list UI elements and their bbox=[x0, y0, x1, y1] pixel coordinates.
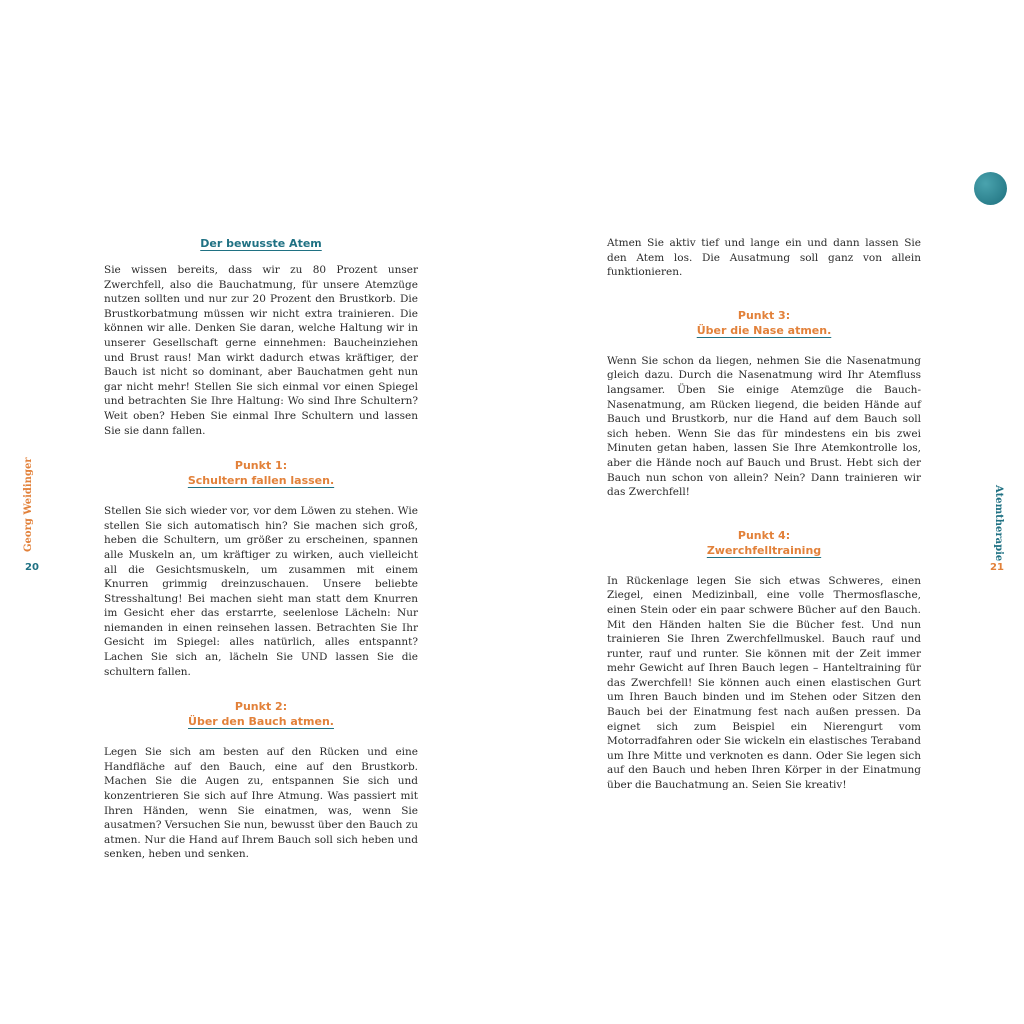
punkt-1-paragraph: Stellen Sie sich wieder vor, vor dem Löwen zu stehen. Wie stellen Sie sich automatisch hin? Sie machen sich groß, heben die Schultern, um größer zu erscheinen, spannen alle Muskeln an, um kräftiger zu wirken, auch vielleicht all die Gesichtsmuskeln, um zusammen mit einem Knurren grimmig dreinzuschauen. Unsere beliebte Stresshaltung! Bei machen sieht man statt dem Knurren im Gesicht eher das erstarrte, seelenlose Lächeln: Nur niemanden in einen reinsehen lassen. Betrachten Sie Ihr Gesicht im Spiegel: alles natürlich, alles entspannt? Lachen Sie sich an, lächeln Sie UND lassen Sie die schultern fallen. bbox=[104, 505, 418, 678]
decorative-circle bbox=[974, 172, 1007, 205]
punkt-3-paragraph: Wenn Sie schon da liegen, nehmen Sie die Nasenatmung gleich dazu. Durch die Nasenatmung wird Ihr Atemfluss langsamer. Üben Sie einige Atemzüge die Bauch-Nasenatmung, am Rücken liegend, die beiden Hände auf Bauch und Brustkorb, nur die Hand auf dem Bauch soll sich heben. Wenn Sie das für mindestens ein bis zwei Minuten getan haben, lassen Sie Ihre Atemkontrolle los, aber die Hände noch auf Bauch und Brust. Hebt sich der Bauch nun schon von allein? Nein? Dann trainieren wir das Zwerchfell! bbox=[607, 354, 921, 499]
punkt-2-label: Punkt 2: bbox=[234, 700, 288, 714]
punkt-4-heading bbox=[607, 528, 921, 558]
punkt-1-title: Schultern fallen lassen. bbox=[187, 474, 335, 488]
punkt-4-paragraph: In Rückenlage legen Sie sich etwas Schweres, einen Ziegel, einen Medizinball, eine volle Thermosflasche, einen Stein oder ein paar schwere Bücher auf den Bauch. Mit den Händen halten Sie die Bücher fest. Und nun trainieren Sie Ihren Zwerchfellmuskel. Bauch rauf und runter, rauf und runter. Sie können mit der Zeit immer mehr Gewicht auf Ihren Bauch legen – Hanteltraining für das Zwerchfell! Sie können auch einen elastischen Gurt um Ihren Bauch binden und im Stehen oder Sitzen den Bauch bei der Einatmung fest nach außen pressen. Da eignet sich zum Beispiel ein Nierengurt vom Motorradfahren oder Sie wickeln ein elastisches Teraband um Ihre Mitte und verknoten es dann. Oder Sie legen sich auf den Bauch und heben Ihren Körper in der Einatmung über die Bauchatmung an. Seien Sie kreativ! bbox=[607, 574, 921, 792]
punkt-4-title: Zwerchfelltraining bbox=[706, 543, 822, 557]
punkt-2-title: Über den Bauch atmen. bbox=[188, 715, 334, 729]
left-column bbox=[104, 236, 418, 862]
punkt-3-title: Über die Nase atmen. bbox=[696, 323, 832, 337]
punkt-1-label: Punkt 1: bbox=[234, 459, 288, 473]
punkt-1-heading bbox=[104, 458, 418, 488]
right-column bbox=[607, 236, 921, 793]
punkt-4-label: Punkt 4: bbox=[737, 528, 791, 542]
continuation-paragraph: Atmen Sie aktiv tief und lange ein und dann lassen Sie den Atem los. Die Ausatmung soll ganz von allein funktionieren. bbox=[607, 237, 921, 279]
section-running-head: Atemtherapie bbox=[993, 485, 1004, 562]
page-number-right: 21 bbox=[990, 562, 1004, 573]
intro-paragraph: Sie wissen bereits, dass wir zu 80 Prozent unser Zwerchfell, also die Bauchatmung, für unsere Atemzüge nutzen sollten und nur zur 20 Prozent den Brustkorb. Die Brustkorbatmung müssen wir nicht extra trainieren. Die können wir alle. Denken Sie daran, welche Haltung wir in unserer Gesellschaft gerne einnehmen: Baucheinziehen und Brust raus! Man wirkt dadurch etwas kräftiger, der Bauch ist nicht so dominant, aber Bauchatmen geht nun gar nicht mehr! Stellen Sie sich einmal vor einen Spiegel und betrachten Sie Ihre Haltung: Wo sind Ihre Schultern? Weit oben? Heben Sie einmal Ihre Schultern und lassen Sie sie dann fallen. bbox=[104, 264, 418, 437]
punkt-2-paragraph: Legen Sie sich am besten auf den Rücken und eine Handfläche auf den Bauch, eine auf den Brustkorb. Machen Sie die Augen zu, entspannen Sie sich und konzentrieren Sie sich auf Ihre Atmung. Was passiert mit Ihren Händen, wenn Sie einatmen, was, wenn Sie ausatmen? Versuchen Sie nun, bewusst über den Bauch zu atmen. Nur die Hand auf Ihrem Bauch soll sich heben und senken, heben und senken. bbox=[104, 746, 418, 861]
page-number-left: 20 bbox=[25, 562, 39, 573]
author-running-head: Georg Weidinger bbox=[23, 457, 34, 552]
punkt-3-heading bbox=[607, 308, 921, 338]
section-title: Der bewusste Atem bbox=[200, 237, 322, 250]
punkt-3-label: Punkt 3: bbox=[737, 308, 791, 322]
punkt-2-heading bbox=[104, 699, 418, 729]
